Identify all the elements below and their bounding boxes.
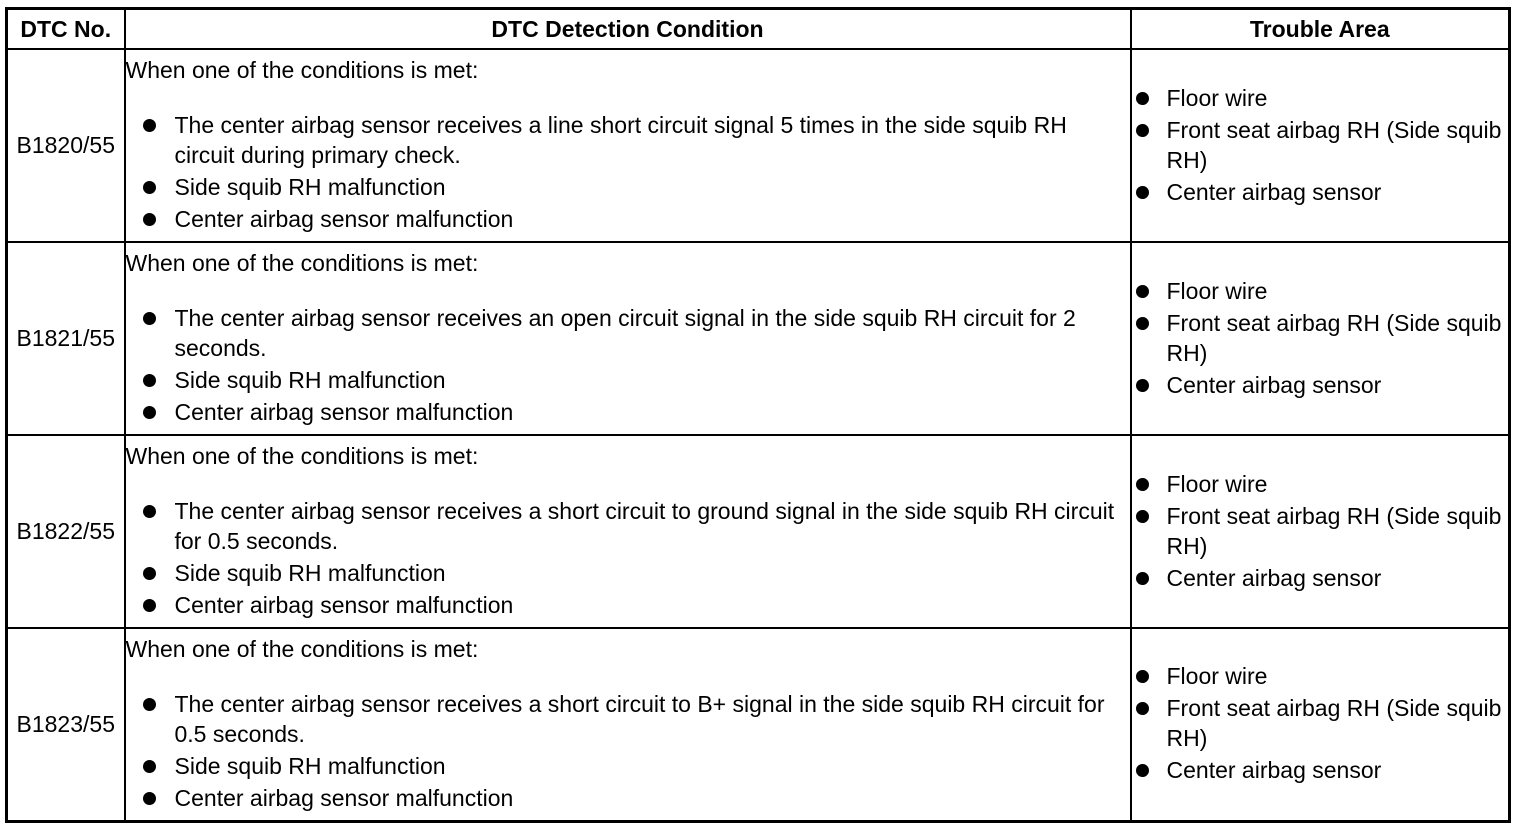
- bullet-icon: [1136, 764, 1149, 777]
- dtc-code: B1823/55: [7, 628, 125, 821]
- bullet-icon: [1136, 92, 1149, 105]
- condition-text: The center airbag sensor receives a short circuit to B+ signal in the side squib RH circuit for 0.5 seconds.: [174, 690, 1105, 747]
- condition-item: [126, 689, 1130, 749]
- trouble-area-item: [1132, 693, 1509, 753]
- trouble-area-text: Front seat airbag RH (Side squib RH): [1166, 695, 1502, 752]
- trouble-area-item: [1132, 469, 1509, 499]
- detection-condition-cell: [125, 242, 1131, 435]
- bullet-icon: [1136, 379, 1149, 392]
- bullet-icon: [1136, 186, 1149, 199]
- condition-list: [126, 689, 1130, 813]
- dtc-code: B1820/55: [7, 49, 125, 242]
- trouble-area-text: Floor wire: [1166, 84, 1268, 111]
- trouble-area-text: Floor wire: [1166, 663, 1268, 690]
- bullet-icon: [1136, 285, 1149, 298]
- trouble-area-item: [1132, 177, 1509, 207]
- dtc-code: B1821/55: [7, 242, 125, 435]
- condition-text: The center airbag sensor receives an open circuit signal in the side squib RH circuit for 2 seconds.: [174, 305, 1076, 361]
- trouble-area-text: Front seat airbag RH (Side squib RH): [1166, 116, 1502, 173]
- trouble-area-item: [1132, 276, 1509, 306]
- condition-intro: When one of the conditions is met:: [125, 443, 479, 469]
- bullet-icon: [1136, 510, 1149, 523]
- trouble-area-text: Center airbag sensor: [1166, 371, 1382, 398]
- trouble-area-list: [1132, 83, 1509, 207]
- condition-item: [126, 751, 1130, 781]
- condition-text: Side squib RH malfunction: [174, 560, 446, 586]
- detection-condition-cell: [125, 49, 1131, 242]
- condition-item: [126, 204, 1130, 234]
- condition-text: The center airbag sensor receives a short circuit to ground signal in the side squib RH circuit for 0.5 seconds.: [174, 498, 1115, 554]
- header-dtc-no: DTC No.: [7, 9, 125, 50]
- trouble-area-item: [1132, 308, 1509, 368]
- trouble-area-text: Center airbag sensor: [1166, 564, 1382, 591]
- bullet-icon: [1136, 670, 1149, 683]
- condition-item: [126, 172, 1130, 202]
- bullet-icon: [143, 599, 156, 612]
- detection-condition-cell: [125, 628, 1131, 821]
- bullet-icon: [143, 213, 156, 226]
- condition-item: [126, 110, 1130, 170]
- bullet-icon: [143, 792, 156, 805]
- trouble-area-list: [1132, 661, 1509, 785]
- bullet-icon: [143, 406, 156, 419]
- trouble-area-list: [1132, 276, 1509, 400]
- trouble-area-cell: [1131, 49, 1510, 242]
- trouble-area-item: [1132, 661, 1509, 691]
- trouble-area-cell: [1131, 242, 1510, 435]
- dtc-code: B1822/55: [7, 435, 125, 628]
- trouble-area-item: [1132, 563, 1509, 593]
- trouble-area-item: [1132, 370, 1509, 400]
- condition-item: [126, 303, 1130, 363]
- trouble-area-item: [1132, 501, 1509, 561]
- trouble-area-text: Floor wire: [1166, 470, 1268, 497]
- bullet-icon: [1136, 572, 1149, 585]
- header-trouble-area: Trouble Area: [1131, 9, 1510, 50]
- bullet-icon: [143, 505, 156, 518]
- bullet-icon: [143, 760, 156, 773]
- condition-item: [126, 590, 1130, 620]
- condition-item: [126, 783, 1130, 813]
- dtc-table: [5, 7, 1511, 823]
- condition-list: [126, 110, 1130, 234]
- bullet-icon: [143, 119, 156, 132]
- table-row: [7, 49, 1510, 242]
- table-row: [7, 435, 1510, 628]
- condition-item: [126, 558, 1130, 588]
- table-row: [7, 242, 1510, 435]
- bullet-icon: [1136, 317, 1149, 330]
- header-row: [7, 9, 1510, 50]
- trouble-area-cell: [1131, 628, 1510, 821]
- bullet-icon: [143, 181, 156, 194]
- condition-intro: When one of the conditions is met:: [125, 57, 479, 83]
- trouble-area-list: [1132, 469, 1509, 593]
- trouble-area-text: Front seat airbag RH (Side squib RH): [1166, 502, 1502, 559]
- trouble-area-cell: [1131, 435, 1510, 628]
- condition-text: Side squib RH malfunction: [174, 367, 446, 393]
- header-condition: DTC Detection Condition: [125, 9, 1131, 50]
- bullet-icon: [143, 698, 156, 711]
- condition-intro: When one of the conditions is met:: [125, 250, 479, 276]
- trouble-area-item: [1132, 755, 1509, 785]
- table-row: [7, 628, 1510, 821]
- trouble-area-text: Floor wire: [1166, 277, 1268, 304]
- condition-text: Center airbag sensor malfunction: [174, 206, 514, 232]
- condition-list: [126, 496, 1130, 620]
- condition-item: [126, 397, 1130, 427]
- trouble-area-text: Center airbag sensor: [1166, 178, 1382, 205]
- condition-list: [126, 303, 1130, 427]
- bullet-icon: [143, 312, 156, 325]
- trouble-area-text: Center airbag sensor: [1166, 757, 1382, 784]
- bullet-icon: [143, 374, 156, 387]
- bullet-icon: [1136, 702, 1149, 715]
- bullet-icon: [1136, 478, 1149, 491]
- trouble-area-item: [1132, 83, 1509, 113]
- condition-text: Center airbag sensor malfunction: [174, 399, 514, 425]
- bullet-icon: [143, 567, 156, 580]
- condition-text: Side squib RH malfunction: [174, 174, 446, 200]
- bullet-icon: [1136, 124, 1149, 137]
- condition-text: Center airbag sensor malfunction: [174, 592, 514, 618]
- condition-intro: When one of the conditions is met:: [125, 635, 479, 662]
- condition-text: Side squib RH malfunction: [174, 752, 446, 779]
- detection-condition-cell: [125, 435, 1131, 628]
- trouble-area-text: Front seat airbag RH (Side squib RH): [1166, 309, 1502, 366]
- trouble-area-item: [1132, 115, 1509, 175]
- condition-item: [126, 496, 1130, 556]
- condition-text: Center airbag sensor malfunction: [174, 784, 514, 811]
- condition-item: [126, 365, 1130, 395]
- condition-text: The center airbag sensor receives a line short circuit signal 5 times in the side squib RH circuit during primary check.: [174, 112, 1067, 168]
